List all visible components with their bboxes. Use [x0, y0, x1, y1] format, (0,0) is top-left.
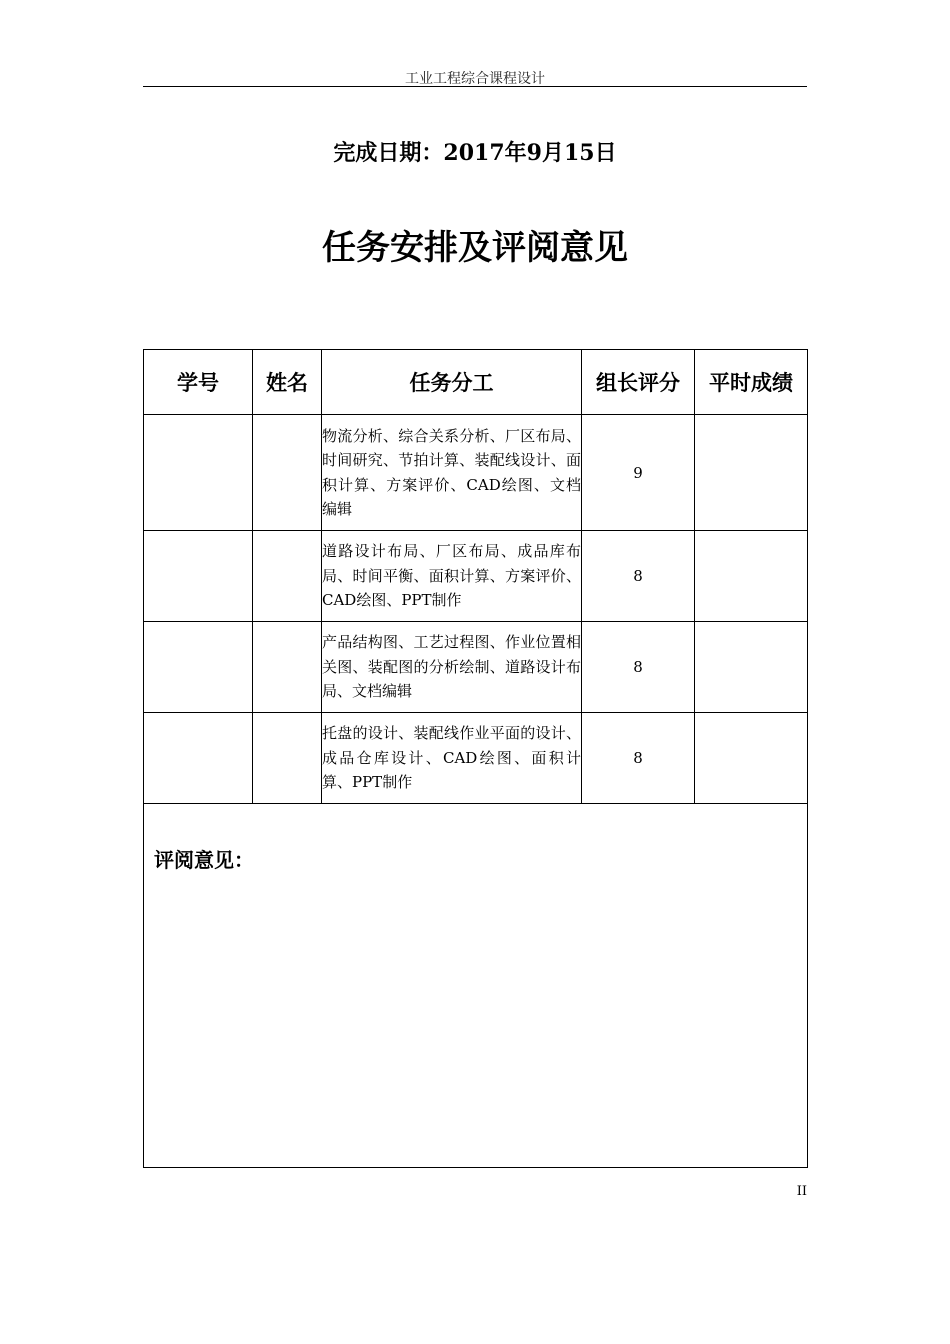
tasks-cell: 产品结构图、工艺过程图、作业位置相关图、装配图的分析绘制、道路设计布局、文档编辑	[322, 622, 582, 713]
regular-grade-cell	[695, 622, 808, 713]
review-cell	[144, 804, 808, 1168]
column-header-regular-grade: 平时成绩	[695, 350, 808, 415]
table-header-row	[144, 350, 808, 415]
tasks-cell: 道路设计布局、厂区布局、成品库布局、时间平衡、面积计算、方案评价、CAD绘图、PPT制作	[322, 531, 582, 622]
leader-score-cell: 8	[582, 531, 695, 622]
student-id-cell	[144, 713, 253, 804]
leader-score-cell: 8	[582, 713, 695, 804]
column-header-student-id: 学号	[144, 350, 253, 415]
review-label: 评阅意见：	[154, 848, 254, 872]
page-number: II	[796, 1184, 807, 1199]
name-cell	[253, 622, 322, 713]
leader-score-cell: 9	[582, 415, 695, 531]
leader-score-cell: 8	[582, 622, 695, 713]
regular-grade-cell	[695, 531, 808, 622]
completion-date: 完成日期：2017年9月15日	[333, 140, 617, 166]
student-id-cell	[144, 531, 253, 622]
name-cell	[253, 531, 322, 622]
student-id-cell	[144, 415, 253, 531]
review-row	[144, 804, 808, 1168]
running-header: 工业工程综合课程设计	[405, 71, 545, 87]
name-cell	[253, 713, 322, 804]
column-header-tasks: 任务分工	[322, 350, 582, 415]
regular-grade-cell	[695, 415, 808, 531]
column-header-name: 姓名	[253, 350, 322, 415]
regular-grade-cell	[695, 713, 808, 804]
tasks-cell: 托盘的设计、装配线作业平面的设计、成品仓库设计、CAD绘图、面积计算、PPT制作	[322, 713, 582, 804]
table-row	[144, 622, 808, 713]
table-row	[144, 415, 808, 531]
task-assignment-table	[143, 349, 808, 1168]
table-row	[144, 713, 808, 804]
table-row	[144, 531, 808, 622]
column-header-leader-score: 组长评分	[582, 350, 695, 415]
tasks-cell: 物流分析、综合关系分析、厂区布局、时间研究、节拍计算、装配线设计、面积计算、方案评价、CAD绘图、文档编辑	[322, 415, 582, 531]
header-rule	[143, 86, 807, 87]
name-cell	[253, 415, 322, 531]
page-title: 任务安排及评阅意见	[322, 228, 628, 268]
student-id-cell	[144, 622, 253, 713]
